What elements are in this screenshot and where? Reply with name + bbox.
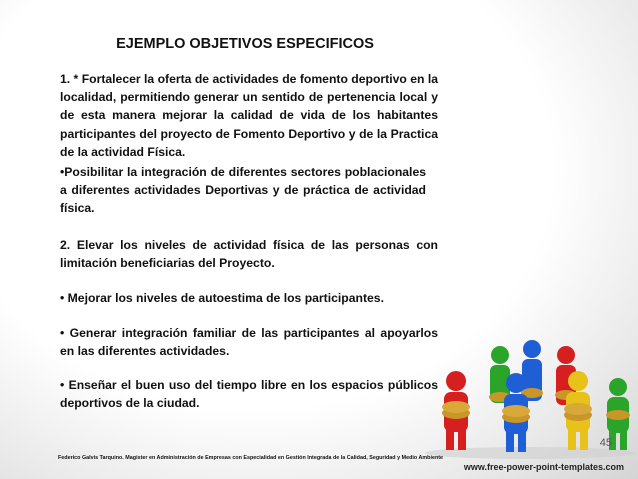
objective-2-bullet-1: • Mejorar los niveles de autoestima de los participantes. [60, 291, 384, 305]
objective-2-bullet-3: • Enseñar el buen uso del tiempo libre en los espacios públicos deportivos de la ciudad. [60, 378, 438, 411]
objective-2: 2. Elevar los niveles de actividad física de las personas con limitación beneficiarias del Proyecto. [60, 238, 438, 271]
figure-blue-back [521, 340, 543, 401]
objective-1-bullet: •Posibilitar la integración de diferentes sectores poblacionales a diferentes actividades Deportivas y de práctica de actividad física. [60, 165, 426, 216]
figure-green-back [489, 346, 511, 403]
slide-title: EJEMPLO OBJETIVOS ESPECIFICOS [116, 36, 374, 52]
template-website: www.free-power-point-templates.com [463, 462, 624, 472]
figure-yellow-front [564, 371, 592, 450]
figure-red-front [442, 371, 470, 450]
objective-2-bullet-2: • Generar integración familiar de las participantes al apoyarlos en las diferentes actividades. [60, 326, 438, 359]
page-number: 45 [599, 437, 612, 449]
figure-blue-front [502, 373, 530, 452]
objective-1: 1. * Fortalecer la oferta de actividades de fomento deportivo en la localidad, permitiendo generar un sentido de pertenencia local y de esta manera mejorar la calidad de vida de los habitantes participantes del proyecto de Fomento Deportivo y de la Practica de la actividad Física. [60, 72, 438, 159]
footer-author: Federico Galvis Tarquino. Magister en Administración de Empresas con Especialidad en Gestión Integrada de la Calidad, Seguridad y Medio Ambiente [58, 455, 444, 461]
